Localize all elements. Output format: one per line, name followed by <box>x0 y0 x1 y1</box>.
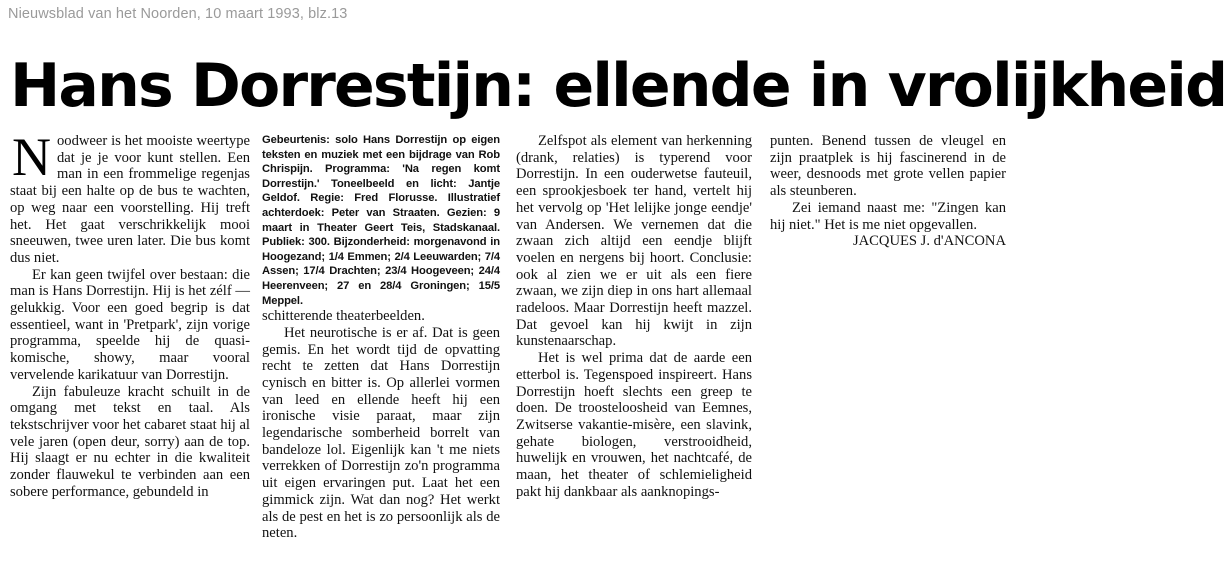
paragraph: punten. Benend tussen de vleugel en zijn praatplek is hij fascinerend in de weer, desnoods met grote vellen papier als steunberen. <box>770 133 1006 200</box>
paragraph: Zelfspot als element van herkenning (drank, relaties) is typerend voor Dorrestijn. In een ouderwetse fauteuil, een sprookjesboek ter hand, vertelt hij het vervolg op 'Het lelijke jonge eendje' van Andersen. We vernemen dat die zwaan zich altijd een eendje blijft voelen en nergens bij hoort. Conclusie: ook al zien we er uit als een fiere zwaan, we zijn diep in ons hart allemaal radeloos. Maar Dorrestijn heeft mazzel. Dat gevoel kan hij kwijt in zijn kunstenaarschap. <box>516 133 752 350</box>
drop-cap: N <box>12 127 51 187</box>
paragraph: schitterende theaterbeelden. <box>262 308 425 325</box>
source-line: Nieuwsblad van het Noorden, 10 maart 1993, blz.13 <box>8 6 348 22</box>
paragraph: oodweer is het mooiste weertype dat je je voor kunt stellen. Een man in een frommelige regenjas staat bij een halte op de bus te wachten, op weg naar een voorstelling. Hij treft het. Het gaat verschrikkelijk mooi sneeuwen, twee uren later. Die bus komt dus niet. <box>10 133 250 266</box>
paragraph: Zei iemand naast me: "Zingen kan hij niet." Het is me niet opgevallen. <box>770 199 1006 233</box>
column-3 <box>516 133 752 500</box>
paragraph: Het neurotische is er af. Dat is geen gemis. En het wordt tijd de opvatting recht te zetten dat Hans Dorrestijn cynisch en bitter is. Op allerlei vormen van leed en ellende heeft hij een ironische visie paraat, maar zijn legendarische somberheid borrelt van bandeloze lol. Eigenlijk kan 't me niets verrekken of Dorrestijn zo'n programma uit eigen ervaringen put. Laat het een gimmick zijn. Wat dan nog? Het werkt als de pest en het is zo persoonlijk als de neten. <box>262 324 500 542</box>
column-1 <box>10 127 250 500</box>
paragraph: Het is wel prima dat de aarde een etterbol is. Tegenspoed inspireert. Hans Dorrestijn hoeft slechts een greep te doen. De troosteloosheid van Eemnes, Zwitserse vakantie-misère, een slavink, gehate biologen, verstrooidheid, huwelijk en vrouwen, het nachtcafé, de maan, het theater of schlemieligheid pakt hij dankbaar als aanknopings- <box>516 350 752 500</box>
info-box: Gebeurtenis: solo Hans Dorrestijn op eigen teksten en muziek met een bijdrage van Rob Chrispijn. Programma: 'Na regen komt Dorrestijn.' Toneelbeeld en licht: Jantje Geldof. Regie: Fred Florusse. Illustratief achterdoek: Peter van Straaten. Gezien: 9 maart in Theater Geert Teis, Stadskanaal. Publiek: 300. Bijzonderheid: morgenavond in Hoogezand; 1/4 Emmen; 2/4 Leeuwarden; 7/4 Assen; 17/4 Drachten; 23/4 Hoogeveen; 24/4 Heerenveen; 27 en 28/4 Groningen; 15/5 Meppel. <box>262 134 500 307</box>
paragraph: Er kan geen twijfel over bestaan: die man is Hans Dorrestijn. Hij is het zélf — gelukkig. Voor een goed begrip is dat essentieel, want in 'Pretpark', zijn vorige programma, speelde hij de quasi-komische, showy, maar vooral vervelende karikatuur van Dorrestijn. <box>10 266 250 383</box>
byline: JACQUES J. d'ANCONA <box>852 233 1006 250</box>
column-4 <box>770 133 1006 250</box>
paragraph: Zijn fabuleuze kracht schuilt in de omgang met tekst en taal. Als tekstschrijver voor het cabaret staat hij al vele jaren (open deur, sorry) aan de top. Hij slaagt er nu echter in die kwaliteit zonder flauwekul te verbinden aan een sobere performance, gebundeld in <box>10 383 250 500</box>
headline: Hans Dorrestijn: ellende in vrolijkheid <box>10 51 1226 121</box>
column-2 <box>262 133 500 542</box>
